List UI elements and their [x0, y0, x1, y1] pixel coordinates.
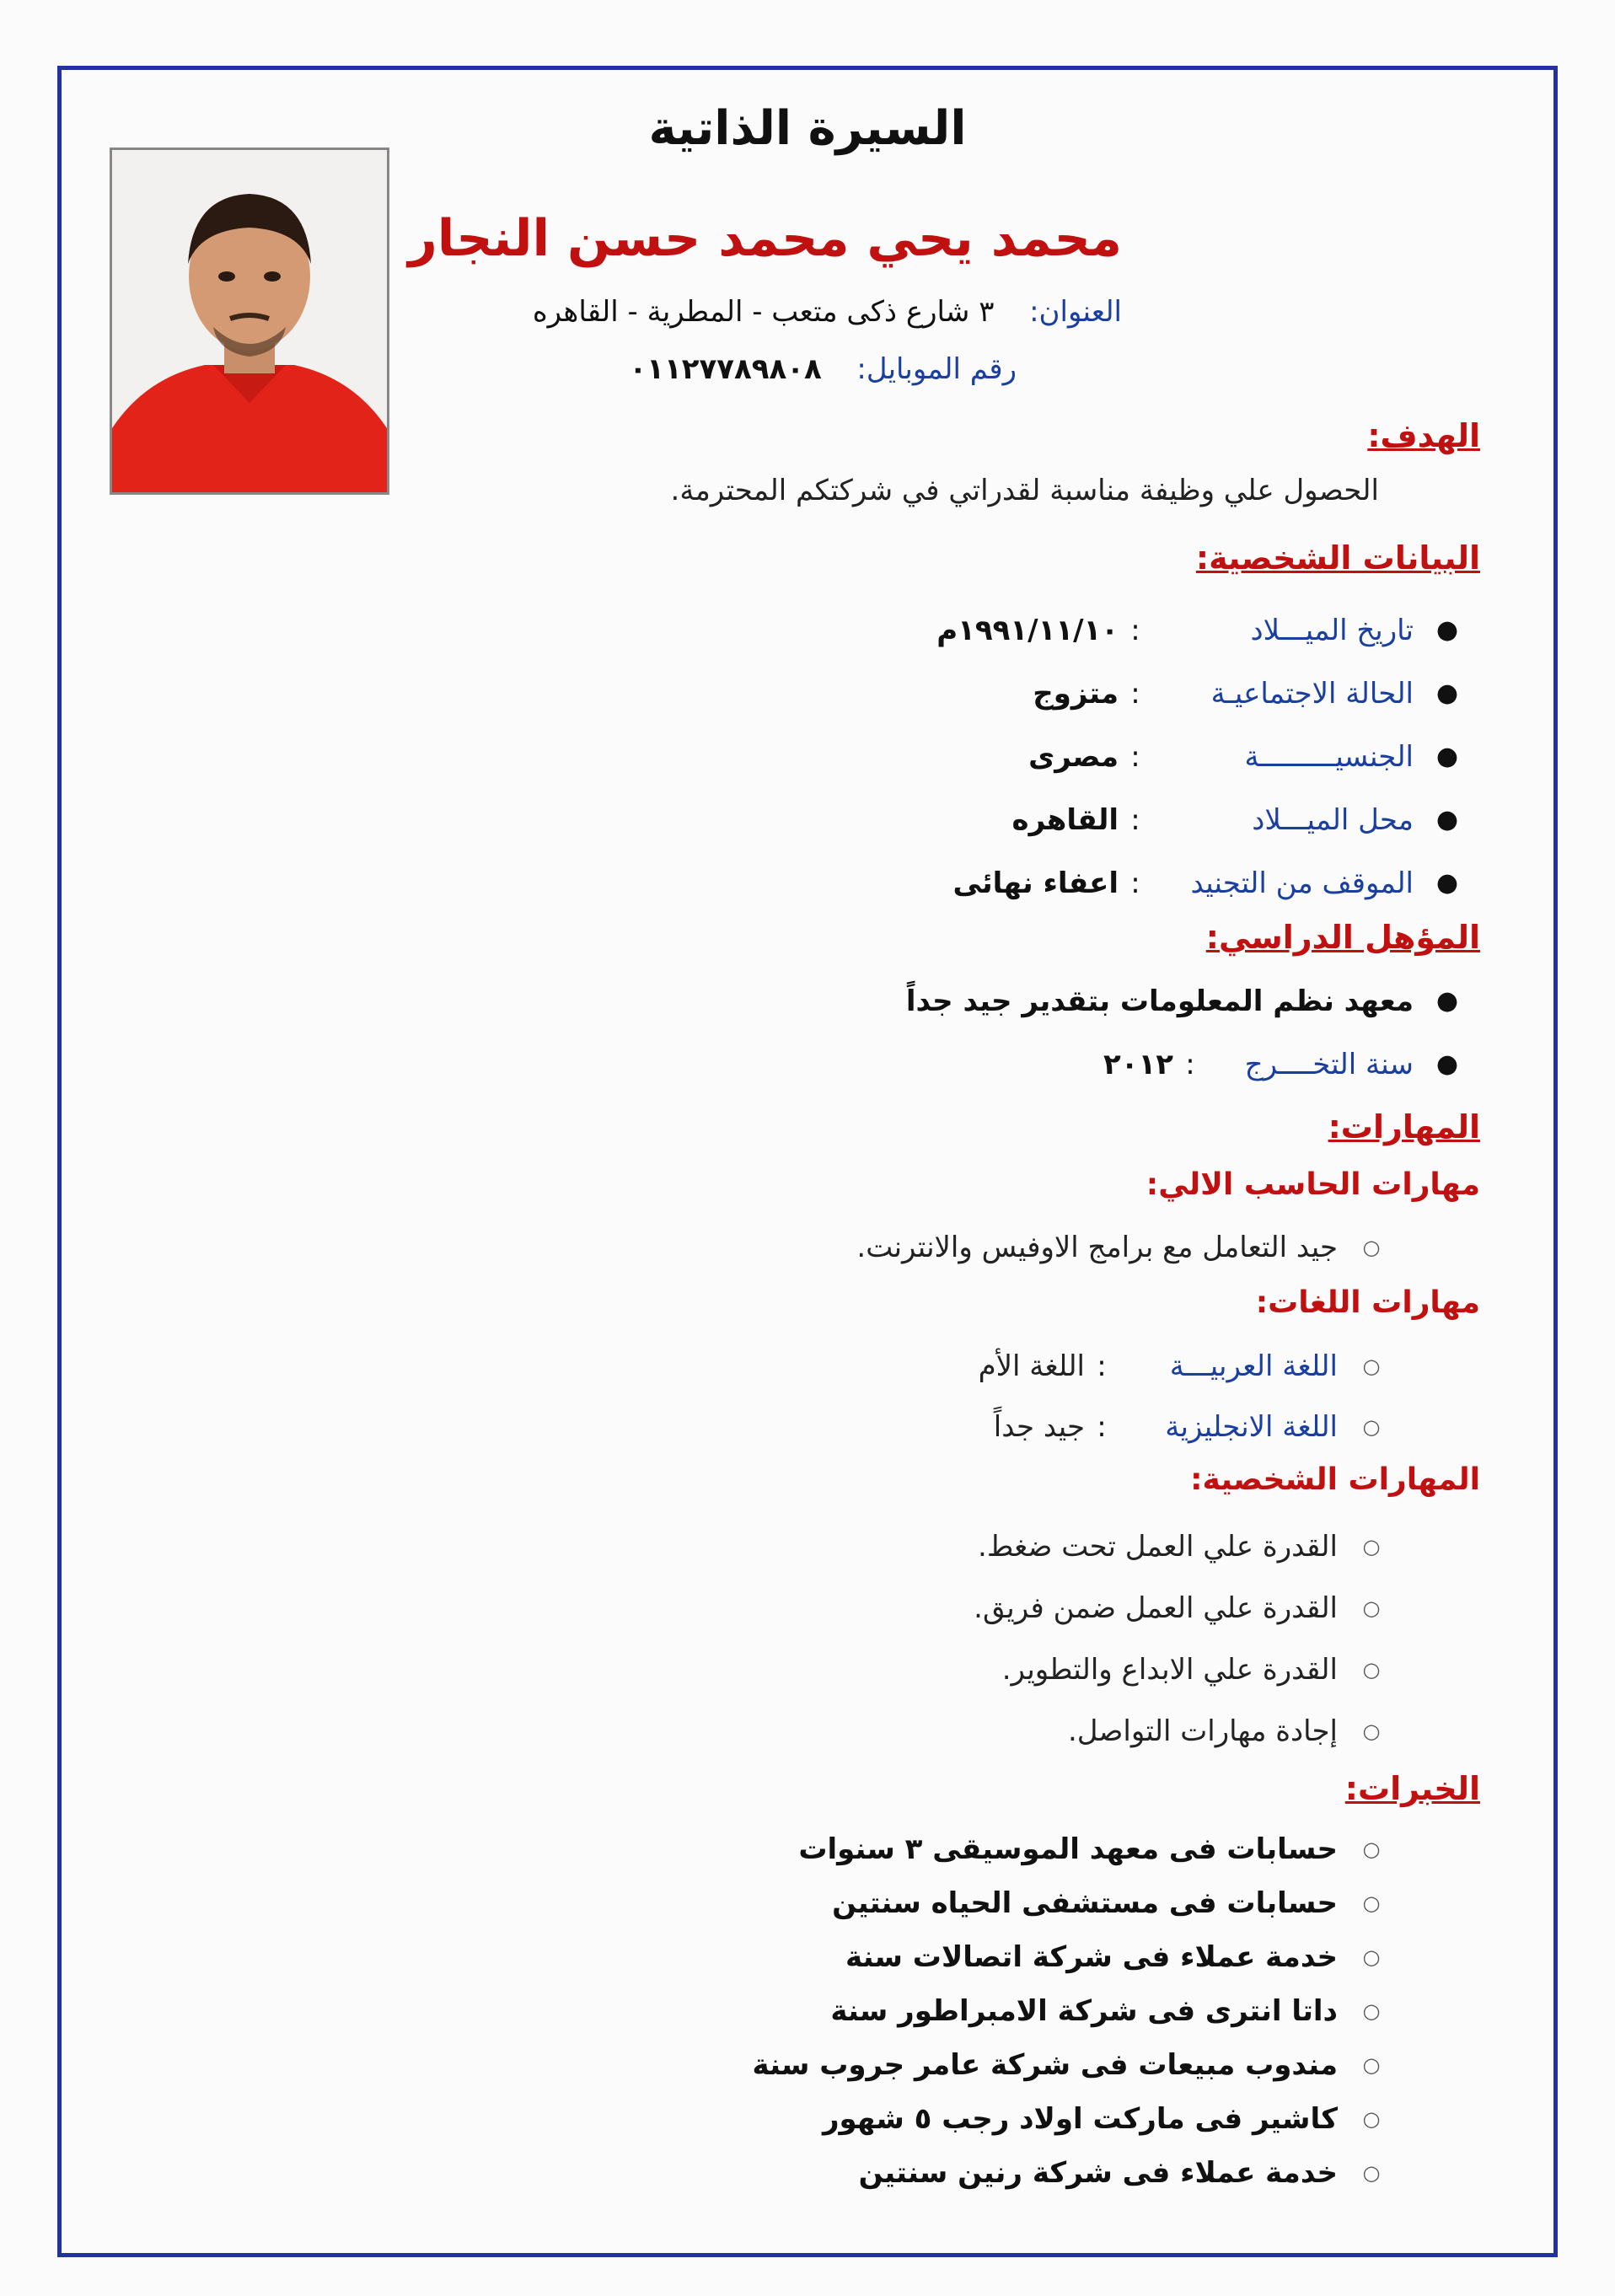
skill-text: القدرة علي العمل تحت ضغط. — [978, 1529, 1338, 1564]
circle-bullet-icon: ○ — [1362, 1999, 1381, 2023]
bullet-icon: ● — [1435, 805, 1459, 834]
list-item — [979, 1397, 1383, 1457]
field-label: محل الميـــلاد — [1252, 802, 1414, 837]
field-label: الموقف من التجنيد — [1190, 866, 1414, 900]
bullet-icon: ● — [1435, 868, 1459, 898]
list-item — [936, 598, 1459, 662]
language-level: اللغة الأم — [978, 1349, 1085, 1383]
experience-text: خدمة عملاء فى شركة رنين سنتين — [858, 2156, 1338, 2190]
experience-heading: الخبرات: — [1344, 1770, 1480, 1807]
language-label: اللغة العربيـــة — [1169, 1349, 1338, 1383]
language-label: اللغة الانجليزية — [1165, 1410, 1338, 1444]
experience-text: حسابات فى مستشفى الحياه سنتين — [832, 1886, 1338, 1920]
skills-heading: المهارات: — [1328, 1108, 1480, 1145]
circle-bullet-icon: ○ — [1362, 1415, 1381, 1439]
colon-separator: : — [1130, 739, 1140, 774]
experience-text: داتا انترى فى شركة الامبراطور سنة — [830, 1994, 1338, 2028]
list-item — [936, 725, 1459, 788]
experience-text: خدمة عملاء فى شركة اتصالات سنة — [845, 1940, 1338, 1974]
experience-text: حسابات فى معهد الموسيقى ٣ سنوات — [798, 1832, 1338, 1866]
colon-separator: : — [1097, 1349, 1107, 1383]
field-value: ١٩٩١/١١/١٠م — [936, 613, 1119, 647]
address-label: العنوان: — [1029, 295, 1122, 329]
circle-bullet-icon: ○ — [1362, 1236, 1381, 1259]
language-skills-heading: مهارات اللغات: — [1255, 1285, 1480, 1320]
bullet-icon: ● — [1435, 742, 1459, 771]
full-name: محمد يحي محمد حسن النجار — [408, 209, 1122, 268]
list-item — [979, 1336, 1383, 1397]
education-heading: المؤهل الدراسي: — [1205, 919, 1480, 956]
list-item — [752, 1822, 1383, 1876]
list-item — [974, 1577, 1383, 1639]
circle-bullet-icon: ○ — [1362, 2107, 1381, 2131]
circle-bullet-icon: ○ — [1362, 1945, 1381, 1969]
list-item — [752, 2092, 1383, 2146]
colon-separator: : — [1185, 1047, 1195, 1081]
circle-bullet-icon: ○ — [1362, 1719, 1381, 1743]
language-skills-list — [979, 1336, 1383, 1457]
circle-bullet-icon: ○ — [1362, 1355, 1381, 1378]
degree-text: معهد نظم المعلومات بتقدير جيد جداً — [905, 984, 1414, 1018]
field-label: الجنسيـــــــــة — [1244, 739, 1414, 774]
personal-skills-heading: المهارات الشخصية: — [1190, 1462, 1480, 1497]
circle-bullet-icon: ○ — [1362, 2053, 1381, 2077]
colon-separator: : — [1130, 866, 1140, 900]
list-item — [752, 2038, 1383, 2092]
language-level: جيد جداً — [993, 1410, 1085, 1444]
colon-separator: : — [1130, 676, 1140, 711]
skill-text: جيد التعامل مع برامج الاوفيس والانترنت. — [856, 1231, 1338, 1264]
bullet-icon: ● — [1435, 679, 1459, 708]
mobile-label: رقم الموبايل: — [856, 352, 1017, 386]
objective-heading: الهدف: — [1367, 417, 1480, 454]
mobile-value: ٠١١٢٧٧٨٩٨٠٨ — [629, 352, 822, 386]
colon-separator: : — [1097, 1410, 1107, 1444]
page-title: السيرة الذاتية — [648, 101, 967, 156]
list-item — [974, 1639, 1383, 1700]
bullet-icon: ● — [1435, 986, 1459, 1016]
personal-skills-list — [974, 1515, 1383, 1762]
address-line — [533, 295, 1122, 329]
list-item — [936, 788, 1459, 851]
person-portrait-icon — [112, 150, 387, 492]
list-item — [752, 1876, 1383, 1930]
field-value: مصرى — [1028, 739, 1119, 774]
list-item — [752, 1930, 1383, 1984]
field-value: اعفاء نهائى — [952, 866, 1119, 900]
objective-text: الحصول علي وظيفة مناسبة لقدراتي في شركتكم المحترمة. — [670, 474, 1379, 507]
list-item — [752, 1984, 1383, 2038]
personal-data-heading: البيانات الشخصية: — [1195, 539, 1480, 577]
list-item — [974, 1515, 1383, 1577]
computer-skills-list — [856, 1218, 1383, 1277]
address-value: ٣ شارع ذكى متعب - المطرية - القاهره — [532, 295, 995, 329]
list-item — [752, 2146, 1383, 2200]
colon-separator: : — [1130, 613, 1140, 647]
colon-separator: : — [1130, 802, 1140, 837]
circle-bullet-icon: ○ — [1362, 1657, 1381, 1682]
list-item — [906, 1033, 1459, 1096]
computer-skills-heading: مهارات الحاسب الالي: — [1146, 1167, 1480, 1202]
circle-bullet-icon: ○ — [1362, 1837, 1381, 1861]
experience-list — [752, 1822, 1383, 2200]
personal-data-list — [936, 598, 1459, 915]
list-item — [936, 851, 1459, 915]
bullet-icon: ● — [1435, 1049, 1459, 1079]
mobile-line — [629, 352, 1017, 386]
circle-bullet-icon: ○ — [1362, 1596, 1381, 1620]
experience-text: كاشير فى ماركت اولاد رجب ٥ شهور — [822, 2102, 1338, 2136]
field-value: متزوج — [1033, 676, 1119, 711]
education-list — [906, 969, 1459, 1096]
list-item — [856, 1218, 1383, 1277]
field-label: تاريخ الميـــلاد — [1250, 613, 1414, 647]
graduation-label: سنة التخــــرج — [1244, 1047, 1414, 1081]
experience-text: مندوب مبيعات فى شركة عامر جروب سنة — [752, 2048, 1338, 2082]
skill-text: القدرة علي الابداع والتطوير. — [1001, 1652, 1338, 1687]
list-item — [974, 1700, 1383, 1762]
circle-bullet-icon: ○ — [1362, 2161, 1381, 2185]
skill-text: القدرة علي العمل ضمن فريق. — [974, 1591, 1338, 1625]
skill-text: إجادة مهارات التواصل. — [1067, 1714, 1338, 1748]
field-label: الحالة الاجتماعيـة — [1210, 676, 1414, 711]
bullet-icon: ● — [1435, 615, 1459, 645]
graduation-value: ٢٠١٢ — [1103, 1047, 1173, 1081]
circle-bullet-icon: ○ — [1362, 1534, 1381, 1558]
circle-bullet-icon: ○ — [1362, 1891, 1381, 1915]
list-item — [936, 662, 1459, 725]
field-value: القاهره — [1011, 802, 1119, 837]
list-item — [906, 969, 1459, 1033]
profile-photo — [110, 148, 389, 495]
